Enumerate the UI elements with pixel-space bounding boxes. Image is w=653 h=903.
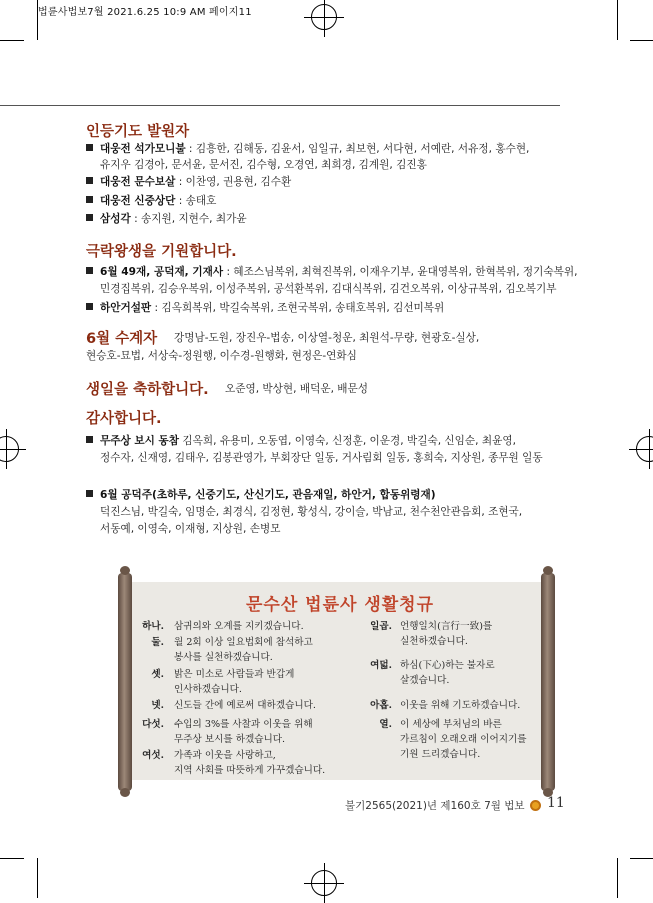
list-item: 대웅전 석가모니불 : 김흥한, 김해동, 김윤서, 임일규, 최보현, 서다현, 서예란, 서유정, 홍수현, xyxy=(86,141,529,156)
bullet-icon xyxy=(86,490,93,497)
rule-text: 언행일치(言行一致)를 xyxy=(400,621,493,632)
list-item-cont: 덕진스님, 박길숙, 임명순, 최경식, 김정현, 황성식, 강이슬, 박남교, 천수천안관음회, 조현국, xyxy=(100,506,523,518)
thanks-title: 감사합니다. xyxy=(86,411,162,427)
crop-mark xyxy=(0,858,24,859)
rule-text: 이 세상에 부처님의 바른 xyxy=(400,719,502,730)
bullet-icon xyxy=(86,267,93,274)
bullet-icon xyxy=(86,303,93,310)
rule-number: 일곱. xyxy=(370,621,392,632)
bullet-icon xyxy=(86,214,93,221)
list-item: 하안거설판 : 김옥희복위, 박길숙복위, 조현국복위, 송태호복위, 김선미복위 xyxy=(86,300,444,315)
rule-text: 이웃을 위해 기도하겠습니다. xyxy=(400,700,521,711)
registration-mark xyxy=(0,436,19,462)
precepts-line: 강명남-도원, 장진우-법송, 이상열-청운, 최원석-무량, 현광호-실상, xyxy=(174,332,480,344)
rule-text: 수입의 3%를 사찰과 이웃을 위해 xyxy=(174,719,313,730)
rule-text: 가르침이 오래오래 이어지기를 xyxy=(400,734,527,745)
rule-number: 여섯. xyxy=(142,750,164,761)
rule-text: 지역 사회를 따뜻하게 가꾸겠습니다. xyxy=(174,765,326,776)
flower-icon xyxy=(530,800,541,811)
page-number: 11 xyxy=(547,795,565,811)
list-item: 대웅전 문수보살 : 이찬영, 권용현, 김수환 xyxy=(86,174,291,189)
scroll-knob xyxy=(120,788,130,797)
registration-mark xyxy=(636,436,653,462)
rule-text: 하심(下心)하는 불자로 xyxy=(400,660,495,671)
crop-mark xyxy=(617,0,618,40)
precepts-title: 6월 수계자 xyxy=(86,331,158,347)
crop-mark xyxy=(617,858,618,898)
rule-text: 봉사를 실천하겠습니다. xyxy=(174,652,273,663)
scroll-knob xyxy=(543,566,553,575)
list-item: 대웅전 신중상단 : 송태호 xyxy=(86,193,216,208)
rule-number: 하나. xyxy=(142,621,164,632)
list-item: 무주상 보시 동참 김옥희, 유용미, 오동엽, 이영숙, 신정훈, 이운경, 박길숙, 신임순, 최윤영, xyxy=(86,433,516,448)
prayer-title: 인등기도 발원자 xyxy=(86,124,190,140)
crop-mark xyxy=(630,40,653,41)
rule-number: 셋. xyxy=(151,669,164,680)
rebirth-title: 극락왕생을 기원합니다. xyxy=(86,244,237,260)
rule-text: 신도들 간에 예로써 대하겠습니다. xyxy=(174,700,316,711)
footer-text: 불기2565(2021)년 제160호 7월 법보 xyxy=(345,800,525,812)
bullet-icon xyxy=(86,177,93,184)
list-item: 6월 49재, 공덕재, 기재사 : 혜조스님복위, 최혁진복위, 이재우기부, 윤대영복위, 한혁복위, 정기숙복위, xyxy=(86,264,577,279)
crop-mark xyxy=(0,40,24,41)
print-header: 법륜사법보7월 2021.6.25 10:9 AM 페이지11 xyxy=(38,7,252,18)
crop-mark xyxy=(37,858,38,898)
rule-text: 월 2회 이상 일요법회에 참석하고 xyxy=(174,637,313,648)
rule-number: 여덟. xyxy=(370,660,392,671)
bullet-icon xyxy=(86,144,93,151)
precepts-line: 현승호-묘법, 서상숙-정원행, 이수경-원행화, 현정은-연화심 xyxy=(86,350,357,362)
rule-number: 둘. xyxy=(151,637,164,648)
registration-mark xyxy=(311,870,337,896)
list-item-cont: 민경집복위, 김승우복위, 이성주복위, 공석환복위, 김대식복위, 김건오복위, 이상규복위, 김오복기부 xyxy=(100,283,557,295)
birthday-names: 오준영, 박상현, 배덕운, 배문성 xyxy=(225,383,369,395)
bullet-icon xyxy=(86,196,93,203)
rule-text: 살겠습니다. xyxy=(400,675,450,686)
list-item-cont: 서동예, 이영숙, 이재형, 지상원, 손병모 xyxy=(100,523,281,535)
rules-title: 문수산 법륜사 생활청규 xyxy=(245,595,435,615)
rule-number: 넷. xyxy=(151,700,164,711)
rule-text: 삼귀의와 오계를 지키겠습니다. xyxy=(174,621,304,632)
birthday-title: 생일을 축하합니다. xyxy=(86,382,209,398)
rule-number: 열. xyxy=(379,719,392,730)
rule-text: 밝은 미소로 사람들과 반갑게 xyxy=(174,669,295,680)
rule-text: 무주상 보시를 하겠습니다. xyxy=(174,734,286,745)
list-item: 6월 공덕주(초하루, 신중기도, 산신기도, 관음재일, 하안거, 합동위령재) xyxy=(86,487,436,502)
rule-text: 기원 드리겠습니다. xyxy=(400,749,481,760)
scroll-knob xyxy=(120,566,130,575)
rule-text: 인사하겠습니다. xyxy=(174,684,242,695)
list-item: 삼성각 : 송지원, 지현수, 최가윤 xyxy=(86,211,247,226)
rule-number: 아홉. xyxy=(370,700,392,711)
bullet-icon xyxy=(86,436,93,443)
registration-mark xyxy=(311,4,337,30)
rule-text: 가족과 이웃을 사랑하고, xyxy=(174,750,276,761)
list-item-cont: 정수자, 신재영, 김태우, 김봉관영가, 부회장단 일동, 거사림회 일동, 홍희숙, 지상원, 종무원 일동 xyxy=(100,452,543,464)
rule-text: 실천하겠습니다. xyxy=(400,636,468,647)
list-item-cont: 유지우 김경아, 문서윤, 문서진, 김수형, 오경연, 최희경, 김계원, 김진홍 xyxy=(100,159,427,171)
rule-number: 다섯. xyxy=(142,719,164,730)
top-divider xyxy=(0,105,560,106)
crop-mark xyxy=(630,858,653,859)
